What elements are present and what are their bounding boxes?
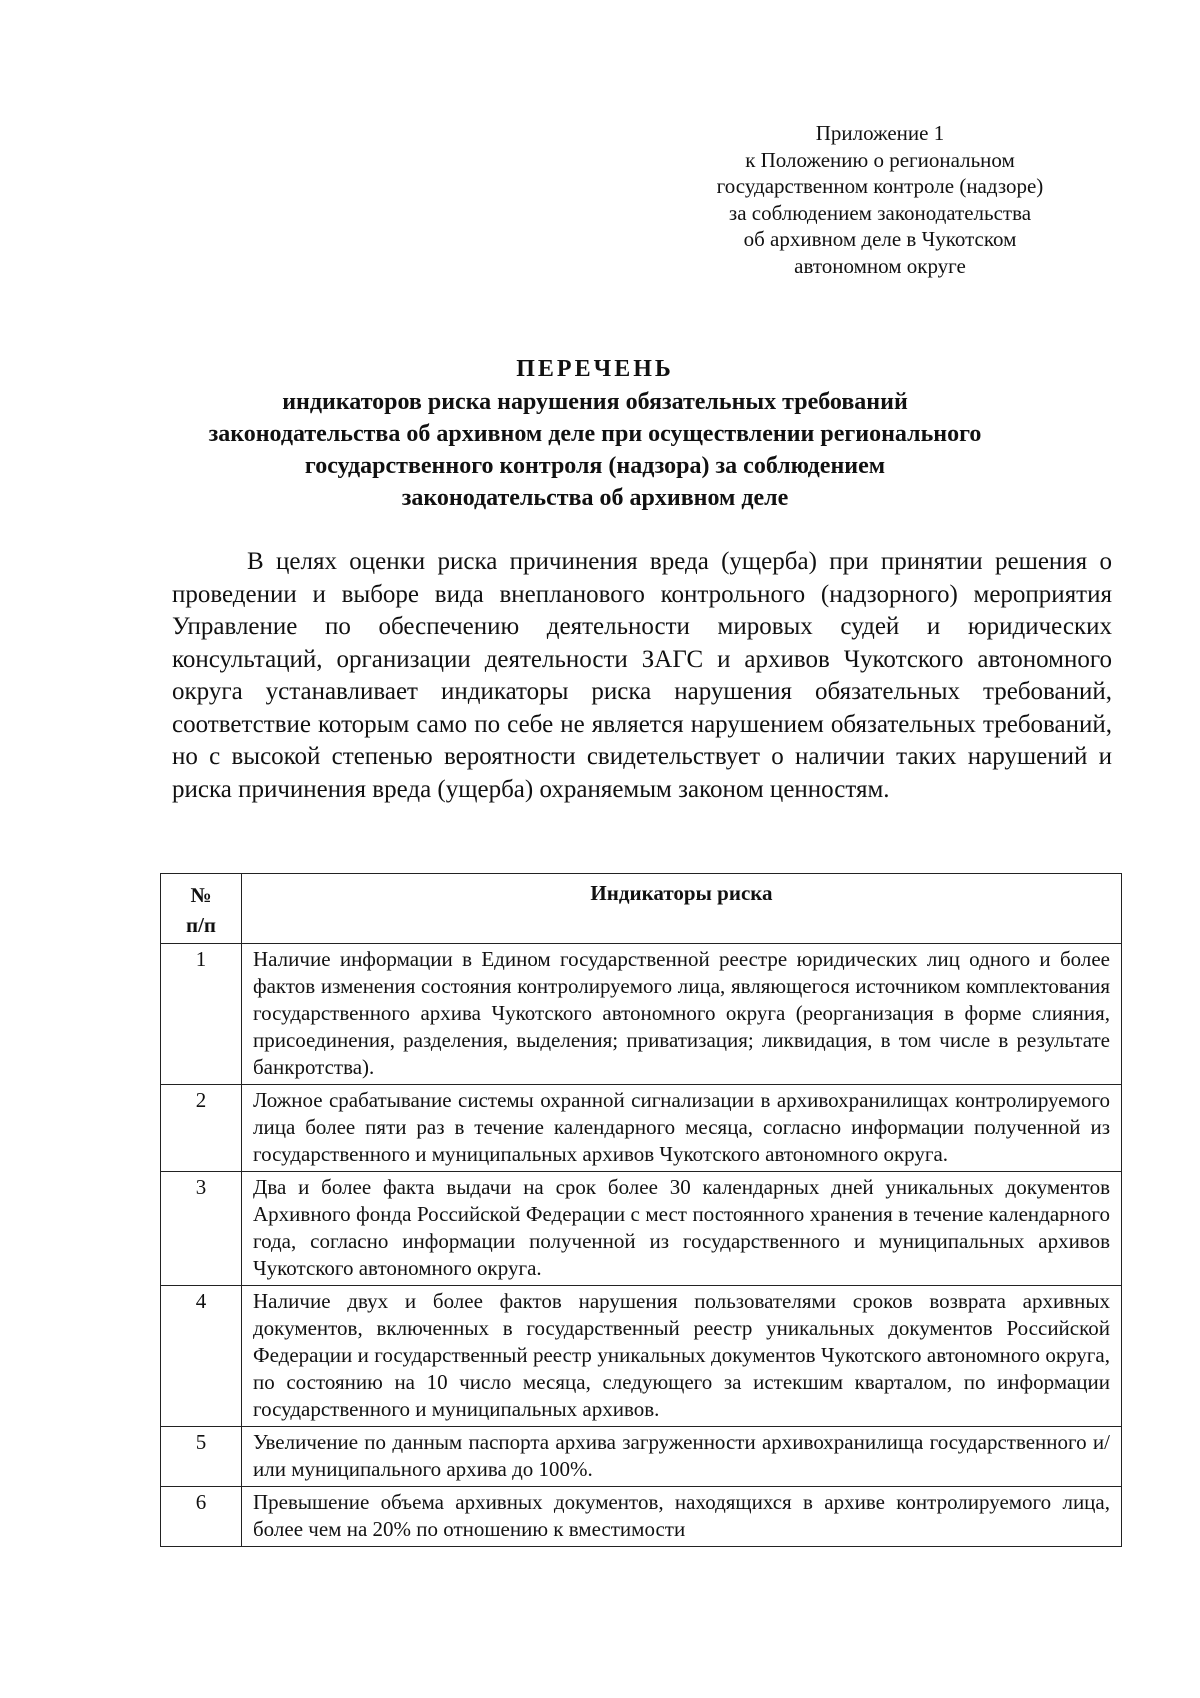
row-indicator-text: Ложное срабатывание системы охранной сигнализации в архивохранилищах контролируемого лица более пяти раз в течение календарного месяца, согласно информации полученной из государственного и муниципальных архивов Чукотского автономного округа. [242, 1085, 1122, 1172]
row-number: 4 [161, 1286, 242, 1427]
row-indicator-text: Превышение объема архивных документов, находящихся в архиве контролируемого лица, более чем на 20% по отношению к вместимости [242, 1487, 1122, 1547]
appendix-line: к Положению о региональном [745, 147, 1015, 172]
table-row [161, 944, 1122, 1085]
row-indicator-text: Два и более факта выдачи на срок более 30 календарных дней уникальных документов Архивного фонда Российской Федерации с мест постоянного хранения в течение календарного года, согласно информации полученной из государственного и муниципальных архивов Чукотского автономного округа. [242, 1172, 1122, 1286]
table-row [161, 1085, 1122, 1172]
table-row [161, 1487, 1122, 1547]
appendix-line: Приложение 1 [815, 121, 945, 145]
table-header-row [161, 874, 1122, 944]
table-row [161, 1427, 1122, 1487]
appendix-line: за соблюдением законодательства [728, 200, 1032, 225]
appendix-reference [700, 120, 1060, 279]
title-subtitle-line: законодательства об архивном деле при осуществлении регионального [208, 421, 982, 447]
risk-indicators-table [160, 873, 1122, 1547]
row-number: 2 [161, 1085, 242, 1172]
row-number: 5 [161, 1427, 242, 1487]
table-row [161, 1172, 1122, 1286]
appendix-line: государственном контроле (надзоре) [716, 174, 1044, 198]
row-number: 1 [161, 944, 242, 1085]
title-subtitle-line: индикаторов риска нарушения обязательных требований [282, 389, 908, 415]
title-subtitle-line: государственного контроля (надзора) за соблюдением [304, 453, 886, 479]
table-row [161, 1286, 1122, 1427]
intro-paragraph: В целях оценки риска причинения вреда (ущерба) при принятии решения о проведении и выборе вида внепланового контрольного (надзорного) мероприятия Управление по обеспечению деятельности мировых судей и юридических консультаций, организации деятельности ЗАГС и архивов Чукотского автономного округа устанавливает индикаторы риска нарушения обязательных требований, соответствие которым само по себе не является нарушением обязательных требований, но с высокой степенью вероятности свидетельствует о наличии таких нарушений и риска причинения вреда (ущерба) охраняемым законом ценностям. [172, 548, 1112, 803]
document-title [150, 352, 1040, 514]
column-header-number-line: п/п [185, 913, 217, 937]
row-indicator-text: Наличие информации в Едином государственной реестре юридических лиц одного и более фактов изменения состояния контролируемого лица, являющегося источником комплектования государственного архива Чукотского автономного округа (реорганизация в форме слияния, присоединения, разделения, выделения; приватизация; ликвидация, в том числе в результате банкротства). [242, 944, 1122, 1085]
column-header-indicator: Индикаторы риска [242, 874, 1122, 944]
title-subtitle-line: законодательства об архивном деле [401, 485, 789, 511]
title-main: ПЕРЕЧЕНЬ [516, 356, 674, 382]
column-header-number-line: № [190, 883, 212, 907]
column-header-number [161, 874, 242, 944]
row-indicator-text: Наличие двух и более фактов нарушения пользователями сроков возврата архивных документов, включенных в государственный реестр уникальных документов Российской Федерации и государственный реестр уникальных документов Чукотского автономного округа, по состоянию на 10 число месяца, следующего за истекшим кварталом, по информации государственного и муниципальных архивов. [242, 1286, 1122, 1427]
appendix-line: автономном округе [794, 253, 966, 278]
row-number: 6 [161, 1487, 242, 1547]
appendix-line: об архивном деле в Чукотском [743, 227, 1017, 251]
row-number: 3 [161, 1172, 242, 1286]
row-indicator-text: Увеличение по данным паспорта архива загруженности архивохранилища государственного и/или муниципального архива до 100%. [242, 1427, 1122, 1487]
